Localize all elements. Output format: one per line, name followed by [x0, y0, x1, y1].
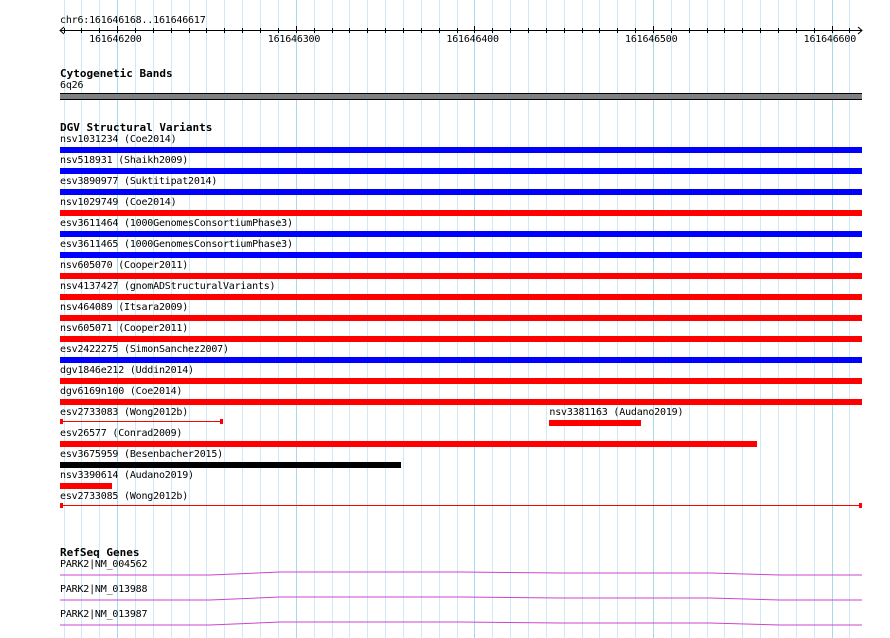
cytoband-label: 6q26 [60, 80, 84, 91]
feature-end-cap [220, 419, 223, 424]
ruler-tick-label: 161646300 [267, 34, 321, 45]
cytoband-track-title: Cytogenetic Bands [60, 67, 173, 80]
dgv-feature-bar[interactable] [60, 147, 862, 153]
ruler-tick-label: 161646600 [803, 34, 857, 45]
cytoband-bar[interactable] [60, 93, 862, 100]
dgv-feature-bar[interactable] [60, 231, 862, 237]
dgv-feature-bar[interactable] [60, 252, 862, 258]
refseq-gene-label: PARK2|NM_004562 [60, 559, 148, 570]
dgv-feature-bar[interactable] [60, 336, 862, 342]
dgv-feature-label: nsv3390614 (Audano2019) [60, 470, 194, 481]
dgv-feature-label: dgv6169n100 (Coe2014) [60, 386, 183, 397]
dgv-feature-label: dgv1846e212 (Uddin2014) [60, 365, 194, 376]
refseq-gene-intron-line[interactable] [0, 619, 890, 629]
dgv-feature-label: esv2422275 (SimonSanchez2007) [60, 344, 229, 355]
refseq-gene-label: PARK2|NM_013987 [60, 609, 148, 620]
dgv-feature-label: esv3611465 (1000GenomesConsortiumPhase3) [60, 239, 293, 250]
dgv-feature-bar[interactable] [60, 189, 862, 195]
dgv-feature-label: nsv605070 (Cooper2011) [60, 260, 189, 271]
location-label: chr6:161646168..161646617 [60, 15, 206, 26]
dgv-feature-bar[interactable] [60, 357, 862, 363]
dgv-feature-label: nsv464089 (Itsara2009) [60, 302, 189, 313]
ruler-tick-label: 161646200 [89, 34, 142, 45]
refseq-track-title: RefSeq Genes [60, 546, 140, 559]
dgv-feature-bar[interactable] [60, 483, 112, 489]
dgv-feature-bar[interactable] [60, 273, 862, 279]
feature-end-cap [859, 503, 862, 508]
gene-line [60, 572, 862, 575]
dgv-feature-bar[interactable] [549, 420, 640, 426]
dgv-feature-bar[interactable] [60, 505, 862, 506]
dgv-feature-label: esv3675959 (Besenbacher2015) [60, 449, 223, 460]
refseq-gene-intron-line[interactable] [0, 594, 890, 604]
dgv-feature-label: nsv605071 (Cooper2011) [60, 323, 189, 334]
dgv-feature-bar[interactable] [60, 378, 862, 384]
dgv-feature-label: nsv4137427 (gnomADStructuralVariants) [60, 281, 276, 292]
dgv-feature-label: nsv1031234 (Coe2014) [60, 134, 177, 145]
gene-line [60, 622, 862, 625]
dgv-feature-bar[interactable] [60, 421, 223, 422]
dgv-feature-bar[interactable] [60, 168, 862, 174]
refseq-gene-intron-line[interactable] [0, 569, 890, 579]
dgv-feature-label: nsv1029749 (Coe2014) [60, 197, 177, 208]
dgv-feature-label: nsv3381163 (Audano2019) [549, 407, 684, 418]
dgv-feature-label: esv2733083 (Wong2012b) [60, 407, 189, 418]
dgv-feature-bar[interactable] [60, 294, 862, 300]
dgv-feature-label: esv2733085 (Wong2012b) [60, 491, 189, 502]
refseq-gene-label: PARK2|NM_013988 [60, 584, 148, 595]
dgv-feature-label: esv26577 (Conrad2009) [60, 428, 183, 439]
dgv-feature-bar[interactable] [60, 399, 862, 405]
ruler-tick-label: 161646400 [446, 34, 499, 45]
dgv-feature-bar[interactable] [60, 441, 757, 447]
dgv-track-title: DGV Structural Variants [60, 121, 213, 134]
ruler-tick-label: 161646500 [625, 34, 678, 45]
dgv-feature-label: nsv518931 (Shaikh2009) [60, 155, 189, 166]
dgv-feature-bar[interactable] [60, 462, 401, 468]
dgv-feature-bar[interactable] [60, 315, 862, 321]
feature-start-cap [60, 503, 63, 508]
dgv-feature-bar[interactable] [60, 210, 862, 216]
feature-start-cap [60, 419, 63, 424]
dgv-feature-label: esv3611464 (1000GenomesConsortiumPhase3) [60, 218, 293, 229]
gene-line [60, 597, 862, 600]
dgv-feature-label: esv3890977 (Suktitipat2014) [60, 176, 218, 187]
